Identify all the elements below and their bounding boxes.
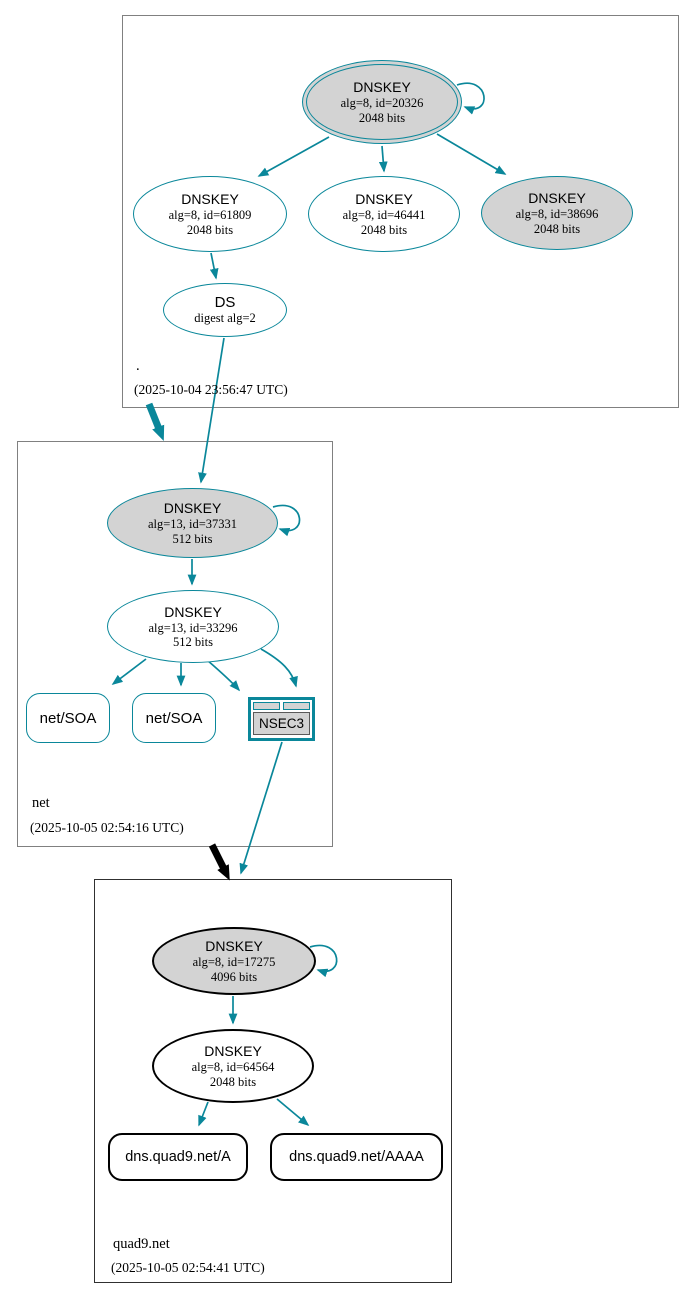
zone-timestamp-root: (2025-10-04 23:56:47 UTC) (134, 382, 288, 397)
node-title: DNSKEY (181, 191, 239, 207)
zone-name-net: net (32, 795, 50, 811)
node-dnskey-quad9-zsk-64564[interactable] (152, 1029, 314, 1103)
edge-ds-to-netksk (201, 338, 224, 482)
rrset-label: net/SOA (39, 709, 97, 727)
node-bits: 512 bits (172, 531, 213, 546)
node-rrset-dns-quad9-net-aaaa[interactable] (270, 1133, 443, 1181)
edge-rootksk-to-46441 (382, 146, 384, 171)
node-title: DNSKEY (353, 79, 411, 95)
zone-timestamp-quad9: (2025-10-05 02:54:41 UTC) (111, 1260, 265, 1275)
edge-netzsk-to-soa1 (113, 659, 146, 684)
node-bits: 2048 bits (358, 110, 406, 125)
node-ds-root[interactable] (163, 283, 287, 337)
node-dnskey-quad9-ksk-17275[interactable] (152, 927, 316, 995)
node-bits: 4096 bits (210, 969, 258, 984)
edge-nsec3-to-quad9-zone (241, 742, 282, 873)
node-rrset-net-soa-2[interactable] (132, 693, 216, 743)
node-dnskey-root-ksk-20326[interactable] (302, 60, 462, 144)
node-bits: 2048 bits (209, 1074, 257, 1089)
node-dnskey-root-46441[interactable] (308, 176, 460, 252)
node-detail: alg=8, id=20326 (340, 96, 424, 110)
nsec3-header-cell (253, 702, 280, 710)
nsec3-label: NSEC3 (253, 712, 310, 735)
node-detail: alg=8, id=38696 (515, 207, 599, 221)
delegation-arrow-root-to-net (149, 404, 159, 429)
nsec3-header-row (253, 702, 310, 710)
node-detail: alg=13, id=37331 (147, 517, 238, 531)
node-dnskey-net-ksk-37331[interactable] (107, 488, 278, 558)
node-title: DNSKEY (164, 603, 222, 620)
node-detail: digest alg=2 (194, 311, 256, 326)
edge-rootksk-to-61809 (259, 137, 329, 176)
rrset-label: dns.quad9.net/AAAA (289, 1149, 424, 1165)
node-nsec3[interactable] (248, 697, 315, 741)
node-bits: 2048 bits (533, 221, 581, 236)
rrset-label: dns.quad9.net/A (125, 1149, 231, 1165)
node-title: DNSKEY (205, 938, 263, 954)
node-detail: alg=8, id=61809 (168, 208, 252, 222)
zone-name-root: . (136, 358, 140, 374)
node-title: DNSKEY (528, 190, 586, 206)
zone-name-quad9: quad9.net (113, 1236, 170, 1252)
node-bits: 2048 bits (360, 222, 408, 237)
node-title: DNSKEY (204, 1043, 262, 1059)
node-detail: alg=8, id=46441 (342, 208, 426, 222)
nsec3-header-cell (283, 702, 310, 710)
node-title: DNSKEY (163, 500, 222, 516)
node-rrset-dns-quad9-net-a[interactable] (108, 1133, 248, 1181)
delegation-arrow-net-to-quad9 (212, 845, 224, 869)
edge-quad9zsk-to-aaaa (277, 1099, 308, 1125)
node-detail: alg=8, id=64564 (191, 1060, 275, 1074)
node-rrset-net-soa-1[interactable] (26, 693, 110, 743)
edge-rootksk-to-38696 (437, 134, 505, 174)
node-dnskey-root-61809[interactable] (133, 176, 287, 252)
node-detail: alg=13, id=33296 (148, 620, 238, 635)
node-detail: alg=8, id=17275 (192, 955, 276, 969)
zone-timestamp-net: (2025-10-05 02:54:16 UTC) (30, 820, 184, 835)
edge-quad9zsk-to-a (199, 1102, 208, 1125)
node-bits: 512 bits (173, 635, 213, 649)
node-bits: 2048 bits (186, 222, 234, 237)
node-dnskey-net-zsk-33296[interactable] (107, 590, 279, 663)
edge-61809-to-ds (211, 253, 216, 278)
node-title: DNSKEY (355, 191, 413, 207)
rrset-label: net/SOA (145, 709, 203, 727)
edge-netzsk-to-nsec3-left (207, 660, 239, 690)
node-dnskey-root-38696[interactable] (481, 176, 633, 250)
node-title: DS (214, 294, 236, 312)
edge-netzsk-to-nsec3-top (261, 649, 296, 686)
